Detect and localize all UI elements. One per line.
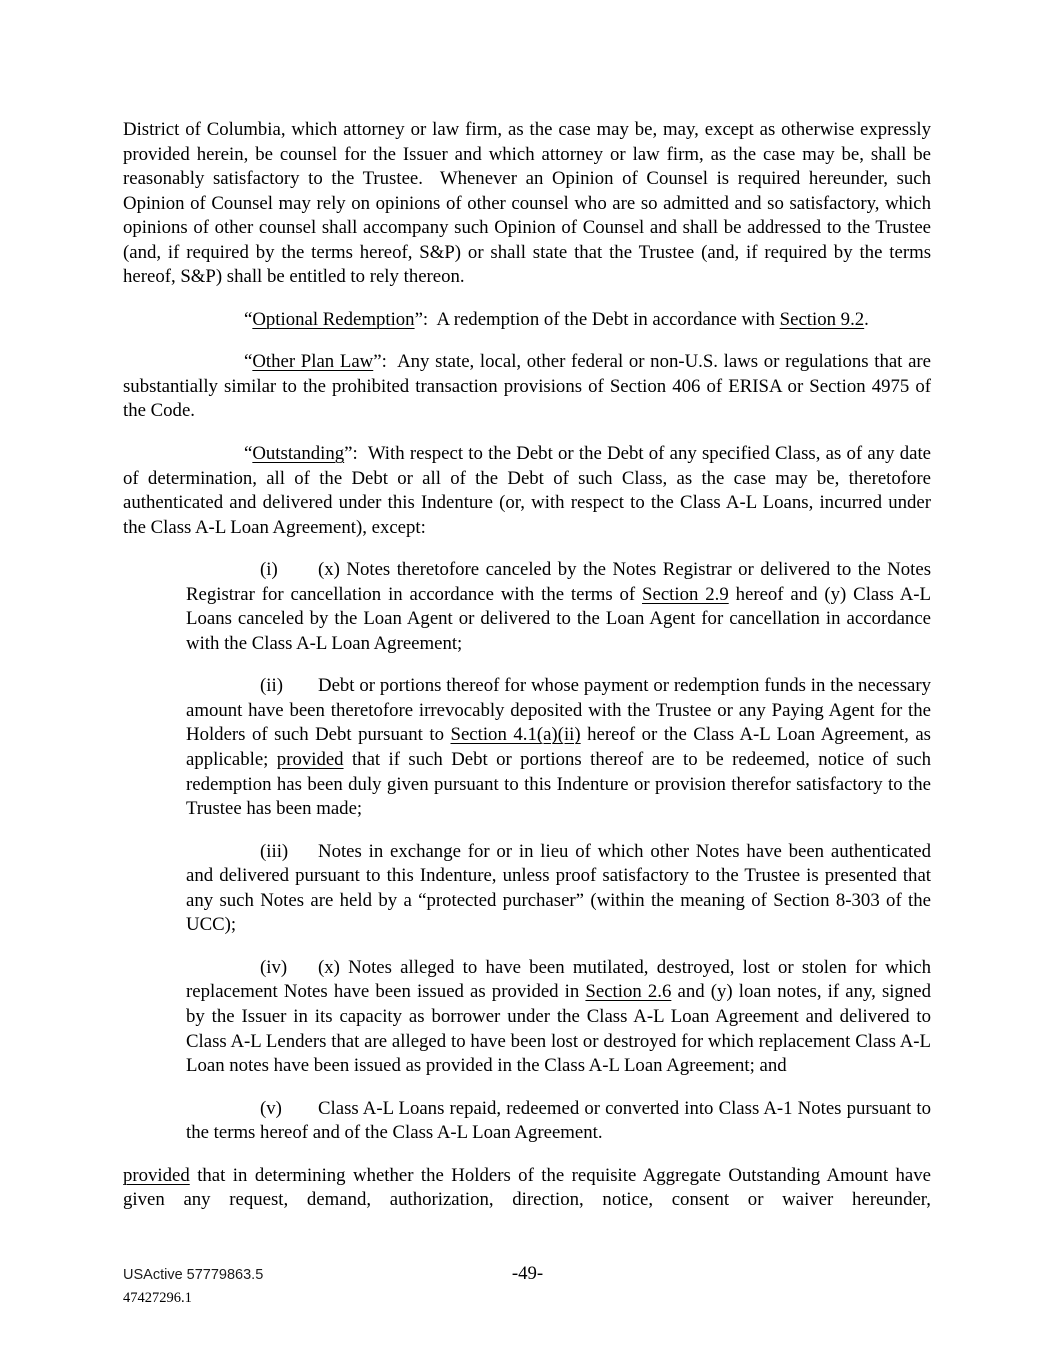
- footer-doc-number: USActive 57779863.5: [123, 1267, 264, 1283]
- page-body-text: [123, 118, 931, 1231]
- list-item-i: (i) (x) Notes theretofore canceled by the Notes Registrar or delivered to the Notes Registrar for cancellation in accordance with the terms of Section 2.9 hereof and (y) Class A-L Loans canceled by the Loan Agent or delivered to the Loan Agent for cancellation in accordance with the Class A-L Loan Agreement;: [186, 559, 931, 654]
- paragraph-proviso: provided that in determining whether the Holders of the requisite Aggregate Outstanding Amount have given any request, demand, authorization, direction, notice, consent or waiver hereunder,: [123, 1164, 931, 1211]
- definition-other-plan-law: “Other Plan Law”: Any state, local, other federal or non-U.S. laws or regulations that are substantially similar to the prohibited transaction provisions of Section 406 of ERISA or Section 4975 of the Code.: [123, 351, 931, 422]
- list-item-ii: (ii) Debt or portions thereof for whose payment or redemption funds in the necessary amount have been theretofore irrevocably deposited with the Trustee or any Paying Agent for the Holders of such Debt pursuant to Section 4.1(a)(ii) hereof or the Class A-L Loan Agreement, as applicable; provided that if such Debt or portions thereof are to be redeemed, notice of such redemption has been duly given pursuant to this Indenture or provision therefor satisfactory to the Trustee has been made;: [186, 675, 931, 820]
- list-item-v: (v) Class A-L Loans repaid, redeemed or converted into Class A-1 Notes pursuant to the terms hereof and of the Class A-L Loan Agreement.: [186, 1097, 931, 1144]
- definition-outstanding: “Outstanding”: With respect to the Debt or the Debt of any specified Class, as of any date of determination, all of the Debt or all of the Debt of such Class, as the case may be, theretofore authenticated and delivered under this Indenture (or, with respect to the Class A-L Loans, incurred under the Class A-L Loan Agreement), except:: [123, 443, 931, 538]
- paragraph-counsel-qualifications: District of Columbia, which attorney or law firm, as the case may be, may, except as otherwise expressly provided herein, be counsel for the Issuer and which attorney or law firm, as the case may be, shall be reasonably satisfactory to the Trustee. Whenever an Opinion of Counsel is required hereunder, such Opinion of Counsel may rely on opinions of other counsel who are so admitted and so satisfactory, which opinions of other counsel shall accompany such Opinion of Counsel and shall be addressed to the Trustee (and, if required by the terms hereof, S&P) or shall state that the Trustee (and, if required by the terms hereof, S&P) shall be entitled to rely thereon.: [123, 119, 931, 288]
- footer-page-number: -49-: [511, 1263, 544, 1284]
- list-item-iv: (iv) (x) Notes alleged to have been mutilated, destroyed, lost or stolen for which replacement Notes have been issued as provided in Section 2.6 and (y) loan notes, if any, signed by the Issuer in its capacity as borrower under the Class A-L Loan Agreement and delivered to Class A-L Lenders that are alleged to have been lost or destroyed for which replacement Class A-L Loan notes have been issued as provided in the Class A-L Loan Agreement; and: [186, 956, 931, 1077]
- footer-matter-number: 47427296.1: [123, 1290, 192, 1306]
- list-item-iii: (iii) Notes in exchange for or in lieu of which other Notes have been authenticated and delivered pursuant to this Indenture, unless proof satisfactory to the Trustee is presented that any such Notes are held by a “protected purchaser” (within the meaning of Section 8-303 of the UCC);: [186, 840, 931, 936]
- definition-optional-redemption: “Optional Redemption”: A redemption of the Debt in accordance with Section 9.2.: [244, 308, 869, 330]
